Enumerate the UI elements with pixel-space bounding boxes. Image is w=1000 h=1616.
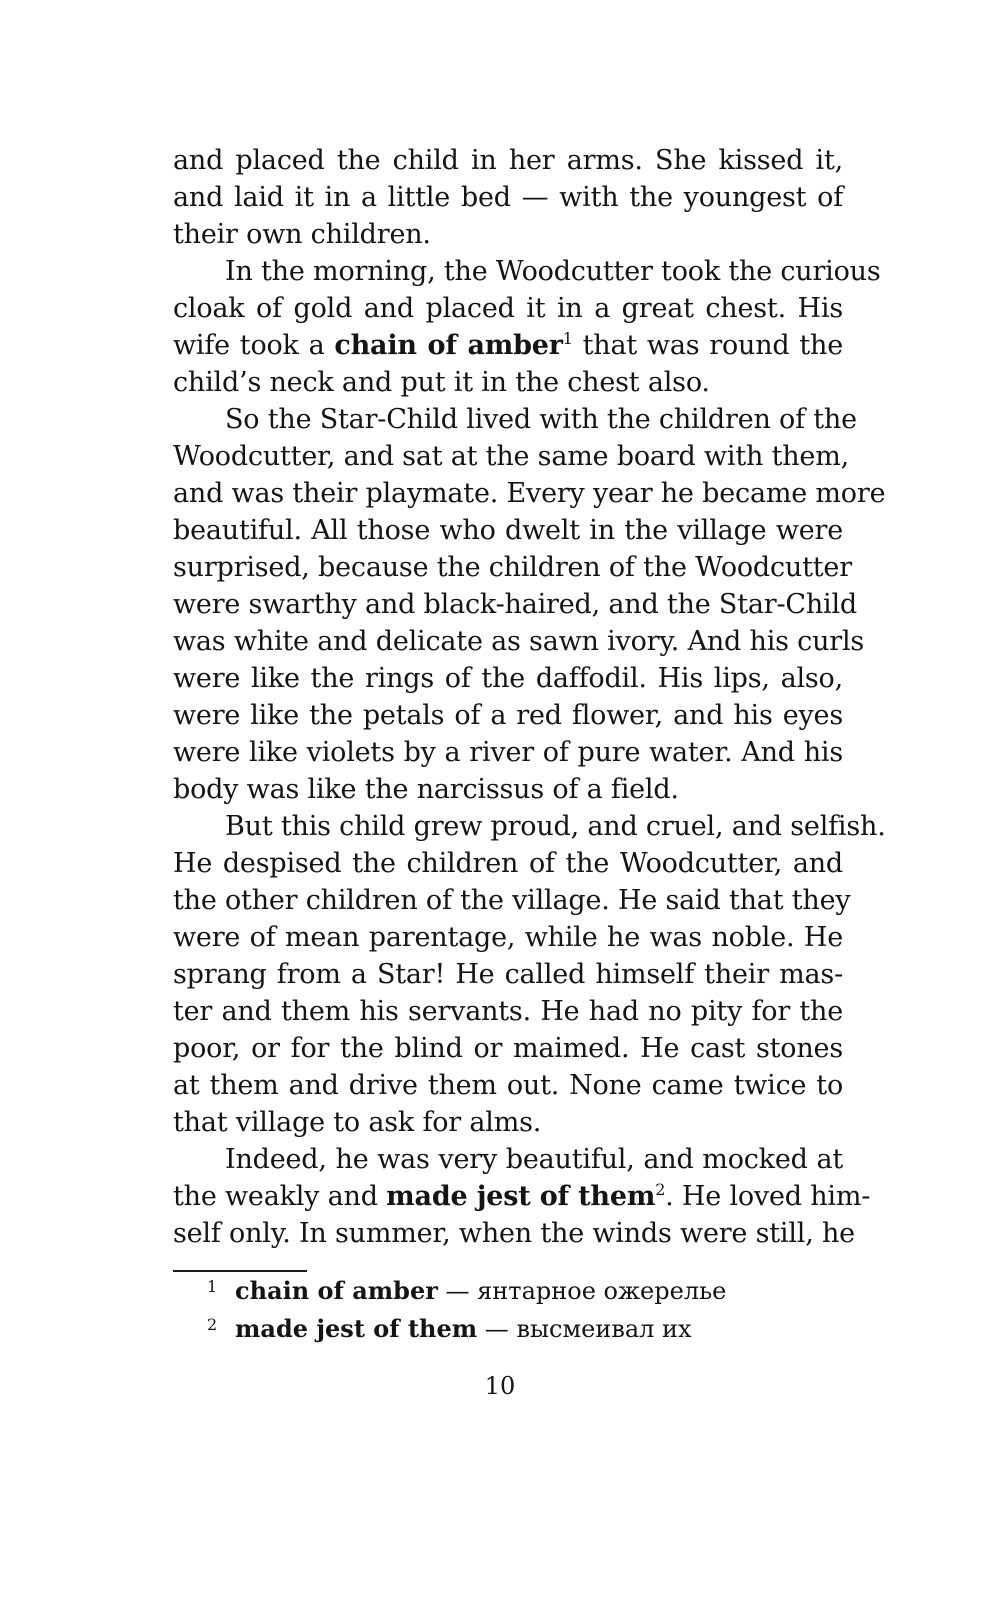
- text-line: were of mean parentage, while he was noble. He: [173, 922, 843, 953]
- text-line: and placed the child in her arms. She kissed it,: [173, 145, 843, 176]
- text-line: were like the petals of a red flower, and his eyes: [173, 700, 843, 731]
- text-line: Woodcutter, and sat at the same board with them,: [173, 441, 849, 472]
- text-line: So the Star-Child lived with the children of the: [225, 404, 857, 435]
- footnote-term: chain of amber: [235, 1276, 438, 1305]
- footnote-1: [207, 1272, 827, 1310]
- footnotes: [207, 1272, 827, 1348]
- text-segment: the weakly and: [173, 1181, 387, 1212]
- text-line: sprang from a Star! He called himself their mas-: [173, 959, 843, 990]
- text-line: In the morning, the Woodcutter took the curious: [225, 256, 881, 287]
- text-line: But this child grew proud, and cruel, and selfish.: [225, 811, 886, 842]
- text-line: Indeed, he was very beautiful, and mocked at: [225, 1144, 843, 1175]
- text-line: and laid it in a little bed — with the youngest of: [173, 182, 843, 213]
- text-line: cloak of gold and placed it in a great chest. His: [173, 293, 843, 324]
- glossed-term: made jest of them: [386, 1181, 656, 1212]
- footnote-translation: янтарное ожерелье: [477, 1277, 727, 1305]
- text-segment: that was round the: [572, 330, 843, 361]
- text-line: were swarthy and black-haired, and the Star-Child: [173, 589, 857, 620]
- text-line: child’s neck and put it in the chest also.: [173, 367, 710, 398]
- text-block: [173, 142, 886, 1252]
- footnote-number: 1: [207, 1277, 218, 1296]
- text-line: at them and drive them out. None came twice to: [173, 1070, 843, 1101]
- text-segment: . He loved him-: [665, 1181, 871, 1212]
- text-line: and was their playmate. Every year he became more: [173, 478, 886, 509]
- footnote-marker: 1: [562, 329, 573, 348]
- text-line: was white and delicate as sawn ivory. And his curls: [173, 626, 865, 657]
- text-line: body was like the narcissus of a field.: [173, 774, 679, 805]
- text-segment: wife took a: [173, 330, 335, 361]
- glossed-term: chain of amber: [334, 330, 563, 361]
- text-line: were like violets by a river of pure water. And his: [173, 737, 843, 768]
- text-line: that village to ask for alms.: [173, 1107, 542, 1138]
- page-body-text: [173, 142, 886, 1252]
- footnote-number: 2: [207, 1315, 218, 1334]
- footnote-marker: 2: [655, 1180, 666, 1199]
- footnote-translation: высмеивал их: [516, 1315, 692, 1343]
- text-line: the other children of the village. He said that they: [173, 885, 851, 916]
- text-line: ter and them his servants. He had no pity for the: [173, 996, 843, 1027]
- text-line: surprised, because the children of the Woodcutter: [173, 552, 852, 583]
- page-number: 10: [484, 1372, 516, 1400]
- text-line: [173, 327, 843, 364]
- text-line: were like the rings of the daffodil. His lips, also,: [173, 663, 843, 694]
- text-line: their own children.: [173, 219, 431, 250]
- footnote-2: [207, 1310, 827, 1348]
- footnote-dash: —: [445, 1277, 470, 1305]
- footnote-term: made jest of them: [235, 1314, 478, 1343]
- footnote-dash: —: [484, 1315, 509, 1343]
- text-line: [173, 1178, 871, 1215]
- text-line: beautiful. All those who dwelt in the village were: [173, 515, 843, 546]
- text-line: poor, or for the blind or maimed. He cast stones: [173, 1033, 843, 1064]
- text-line: He despised the children of the Woodcutter, and: [173, 848, 843, 879]
- text-line: self only. In summer, when the winds were still, he: [173, 1218, 855, 1249]
